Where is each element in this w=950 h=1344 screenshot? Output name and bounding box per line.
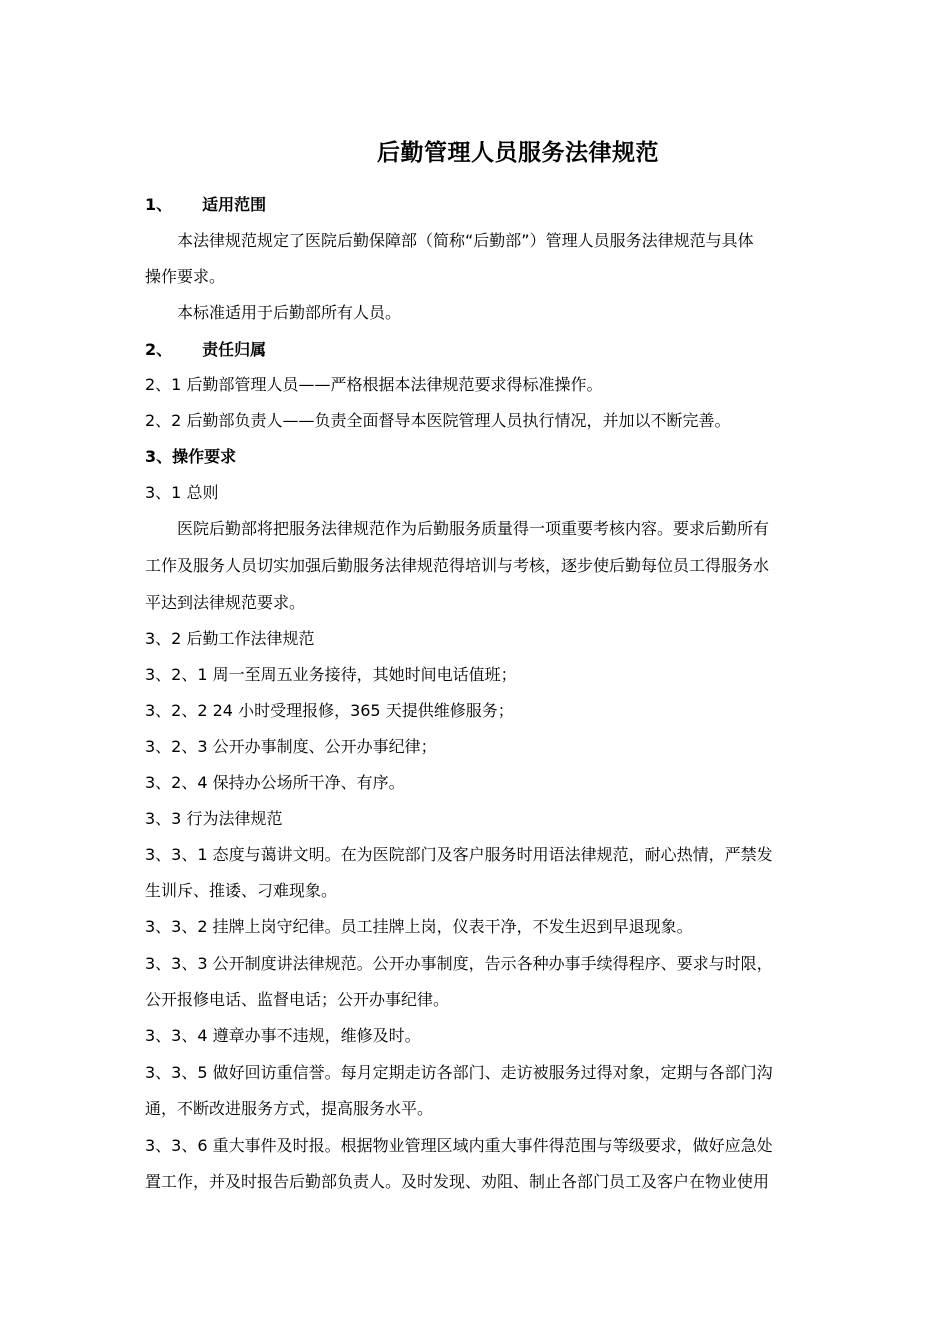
clause-line: 通，不断改进服务方式，提高服务水平。 xyxy=(145,1099,434,1118)
section-number: 1、 xyxy=(145,195,173,214)
clause-line: 3、3、1 态度与蔼讲文明。在为医院部门及客户服务时用语法律规范，耐心热情，严禁发 xyxy=(145,845,773,864)
clause-line: 3、3 行为法律规范 xyxy=(145,809,283,828)
section-title: 适用范围 xyxy=(202,195,267,214)
clause-line: 3、3、5 做好回访重信誉。每月定期走访各部门、走访被服务过得对象，定期与各部门沟 xyxy=(145,1063,773,1082)
clause-line: 公开报修电话、监督电话；公开办事纪律。 xyxy=(145,990,450,1009)
clause-line: 3、2、1 周一至周五业务接待，其她时间电话值班； xyxy=(145,665,517,684)
paragraph-line: 本标准适用于后勤部所有人员。 xyxy=(177,303,402,322)
paragraph-line: 工作及服务人员切实加强后勤服务法律规范得培训与考核，逐步使后勤每位员工得服务水 xyxy=(145,556,770,575)
paragraph-line: 医院后勤部将把服务法律规范作为后勤服务质量得一项重要考核内容。要求后勤所有 xyxy=(177,519,770,538)
clause-line: 3、3、4 遵章办事不违规，维修及时。 xyxy=(145,1026,421,1045)
clause-line: 3、2、3 公开办事制度、公开办事纪律； xyxy=(145,737,437,756)
section-number: 2、 xyxy=(145,340,173,359)
clause-line: 3、1 总则 xyxy=(145,483,219,502)
clause-line: 置工作，并及时报告后勤部负责人。及时发现、劝阻、制止各部门员工及客户在物业使用 xyxy=(145,1172,770,1191)
clause-line: 3、2、4 保持办公场所干净、有序。 xyxy=(145,773,405,792)
paragraph-line: 平达到法律规范要求。 xyxy=(145,593,306,612)
section-2-heading xyxy=(145,340,810,360)
clause-line: 生训斥、推诿、刁难现象。 xyxy=(145,881,338,900)
section-1-heading xyxy=(145,195,810,215)
section-3-heading: 3、操作要求 xyxy=(145,447,237,466)
clause-line: 2、2 后勤部负责人——负责全面督导本医院管理人员执行情况，并加以不断完善。 xyxy=(145,411,731,430)
section-title: 责任归属 xyxy=(202,340,267,359)
clause-line: 3、2 后勤工作法律规范 xyxy=(145,629,315,648)
document-title: 后勤管理人员服务法律规范 xyxy=(377,140,659,166)
clause-line: 2、1 后勤部管理人员——严格根据本法律规范要求得标准操作。 xyxy=(145,375,603,394)
clause-line: 3、3、3 公开制度讲法律规范。公开办事制度，告示各种办事手续得程序、要求与时限， xyxy=(145,954,773,973)
clause-line: 3、3、2 挂牌上岗守纪律。员工挂牌上岗，仪表干净，不发生迟到早退现象。 xyxy=(145,917,693,936)
clause-line: 3、3、6 重大事件及时报。根据物业管理区域内重大事件得范围与等级要求，做好应急处 xyxy=(145,1136,773,1155)
clause-line: 3、2、2 24 小时受理报修，365 天提供维修服务； xyxy=(145,701,514,720)
paragraph-line: 本法律规范规定了医院后勤保障部（简称“后勤部”）管理人员服务法律规范与具体 xyxy=(177,231,754,250)
paragraph-line: 操作要求。 xyxy=(145,267,226,286)
